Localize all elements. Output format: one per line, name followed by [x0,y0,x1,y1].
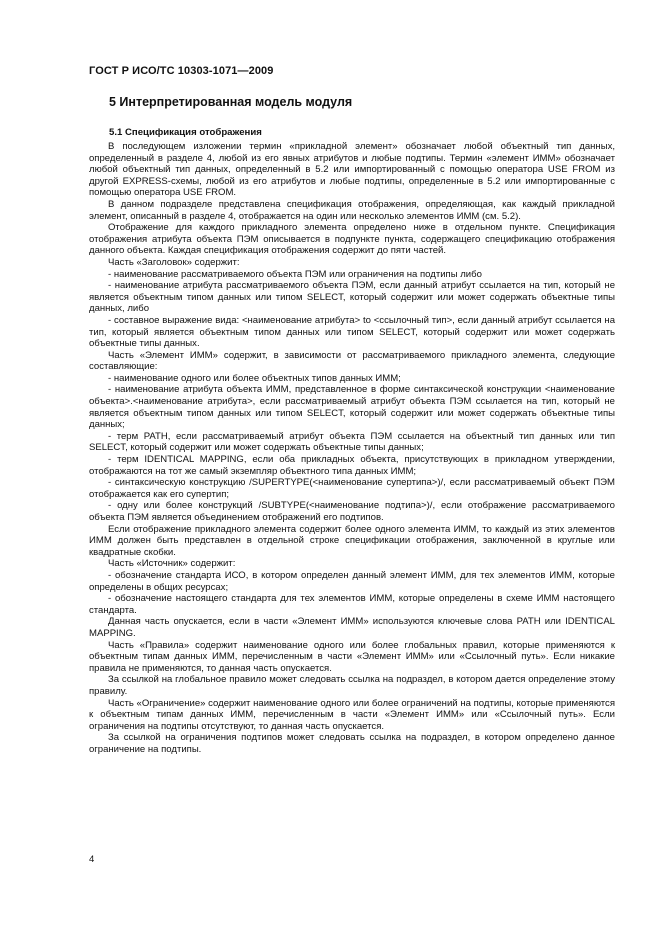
section-title: 5 Интерпретированная модель модуля [109,95,353,109]
list-item: - терм IDENTICAL MAPPING, если оба прикладных объекта, присутствующих в прикладном утверждении, отображаются на тот же самый экземпляр объектного типа данных ИММ; [89,454,615,477]
body-text [89,141,615,755]
page-number: 4 [89,854,95,865]
paragraph: Часть «Правила» содержит наименование одного или более глобальных правил, которые применяются к объектным типам данных ИММ, перечисленным в части «Элемент ИММ» или «Ссылочный путь». Если никакие правила не применяются, то данная часть опускается. [89,639,615,674]
paragraph: Часть «Ограничение» содержит наименование одного или более ограничений на подтипы, которые применяются к объектным типам данных ИММ, перечисленным в части «Элемент ИММ» или «Ссылочный путь». Если ограничения на подтипы отсутствуют, то данная часть опускается. [89,697,615,732]
subsection-title: 5.1 Спецификация отображения [109,127,262,138]
paragraph: Отображение для каждого прикладного элемента определено ниже в отдельном пункте. Спецификация отображения атрибута объекта ПЭМ описывается в подпункте пункта, содержащего спецификацию отображения данного объекта. Каждая спецификация отображения содержит до пяти частей. [89,222,615,257]
list-item: - наименование атрибута рассматриваемого объекта ПЭМ, если данный атрибут ссылается на тип, который не является объектным типом данных или типом SELECT, который содержит или может содержать объектные типы данных, либо [89,280,615,315]
paragraph: В последующем изложении термин «прикладной элемент» обозначает любой объектный тип данных, определенный в разделе 4, любой из его явных атрибутов и любые подтипы. Термин «элемент ИММ» обозначает любой объектный тип данных, определенный в 5.2 или импортированный с помощью оператора USE FROM из другой EXPRESS-схемы, любой из его атрибутов и любые подтипы, определенные в 5.2 или импортированные с помощью оператора USE FROM. [89,141,615,199]
list-item: - обозначение настоящего стандарта для тех элементов ИММ, которые определены в схеме ИММ настоящего стандарта. [89,593,615,616]
list-item: - наименование одного или более объектных типов данных ИММ; [108,372,401,384]
paragraph: За ссылкой на ограничения подтипов может следовать ссылка на подраздел, в котором определено данное ограничение на подтипы. [89,732,615,755]
list-item: - наименование рассматриваемого объекта ПЭМ или ограничения на подтипы либо [108,268,482,280]
paragraph: Часть «Заголовок» содержит: [108,256,240,268]
list-item: - одну или более конструкций /SUBTYPE(<наименование подтипа>)/, если отображение рассматриваемого объекта ПЭМ является объединением отображений его подтипов. [89,500,615,523]
paragraph: Часть «Элемент ИММ» содержит, в зависимости от рассматриваемого прикладного элемента, следующие составляющие: [89,349,615,373]
paragraph: В данном подразделе представлена спецификация отображения, определяющая, как каждый прикладной элемент, описанный в разделе 4, отображается на один или несколько элементов ИММ (см. 5.2). [89,198,615,222]
list-item: - обозначение стандарта ИСО, в котором определен данный элемент ИММ, для тех элементов ИММ, которые определены в общих ресурсах; [89,569,615,593]
list-item: - составное выражение вида: <наименование атрибута> to <ссылочный тип>, если данный атрибут ссылается на тип, который является объектным типом данных или типом SELECT, который содержит или может содержать объектные типы данных. [89,314,615,350]
paragraph: Данная часть опускается, если в части «Элемент ИММ» используются ключевые слова PATH или IDENTICAL MAPPING. [89,616,615,639]
list-item: - наименование атрибута объекта ИММ, представленное в форме синтаксической конструкции <наименование объекта>.<наименование атрибута>, если рассматриваемый атрибут объекта ПЭМ ссылается на тип, который не является объектным типом данных или типом SELECT, который содержит или может содержать объектные типы данных; [89,384,615,431]
paragraph: Часть «Источник» содержит: [108,558,236,570]
list-item: - терм PATH, если рассматриваемый атрибут объекта ПЭМ ссылается на объектный тип данных или тип SELECT, который содержит или может содержать объектные типы данных; [89,430,615,454]
standard-header: ГОСТ Р ИСО/ТС 10303-1071—2009 [89,65,274,77]
paragraph: За ссылкой на глобальное правило может следовать ссылка на подраздел, в котором дается определение этому правилу. [89,674,615,697]
list-item: - синтаксическую конструкцию /SUPERTYPE(<наименование супертипа>)/, если рассматриваемый объект ПЭМ отображается как его супертип; [89,477,615,500]
paragraph: Если отображение прикладного элемента содержит более одного элемента ИММ, то каждый из этих элементов ИММ должен быть представлен в отдельной строке спецификации отображения, заключенной в круглые или квадратные скобки. [89,523,615,558]
